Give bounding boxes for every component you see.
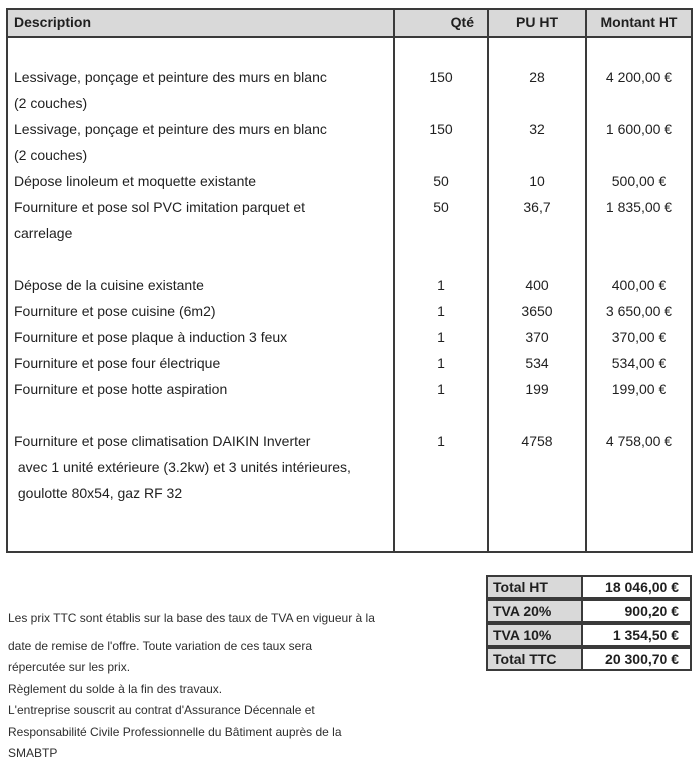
item-unit-price: 32: [529, 121, 545, 137]
item-description: [8, 428, 393, 506]
total-row: [486, 647, 692, 671]
item-qty: 1: [437, 303, 445, 319]
items-table-header: [8, 10, 691, 38]
item-description-line: Fourniture et pose plaque à induction 3 feux: [14, 329, 288, 345]
item-description-line: Fourniture et pose climatisation DAIKIN Inverter: [14, 433, 311, 449]
terms-line: SMABTP: [8, 746, 58, 760]
item-amount: 534,00 €: [611, 355, 667, 371]
total-row: [486, 575, 692, 599]
item-unit-price: 36,7: [523, 199, 551, 215]
item-unit-price: 3650: [521, 303, 553, 319]
item-description: [8, 298, 393, 324]
item-description-line: avec 1 unité extérieure (3.2kw) et 3 unités intérieures,: [14, 459, 351, 475]
col-header-amount: Montant HT: [585, 10, 691, 36]
item-description: [8, 272, 393, 298]
total-label: TVA 20%: [488, 601, 583, 621]
item-unit-price: 28: [529, 69, 545, 85]
terms-line: Les prix TTC sont établis sur la base des taux de TVA en vigueur à la: [8, 611, 375, 625]
item-description: [8, 168, 393, 194]
total-label: TVA 10%: [488, 625, 583, 645]
total-label: Total HT: [488, 577, 583, 597]
item-amount: 370,00 €: [611, 329, 667, 345]
item-qty: 1: [437, 277, 445, 293]
item-amount: 500,00 €: [611, 173, 667, 189]
terms-line: Responsabilité Civile Professionnelle du Bâtiment auprès de la: [8, 724, 342, 739]
table-spacer-row: [8, 38, 691, 64]
item-unit-price: 4758: [521, 433, 553, 449]
total-value: 900,20 €: [624, 603, 679, 619]
item-description-line: Fourniture et pose sol PVC imitation parquet et: [14, 199, 306, 215]
table-spacer-row: [8, 246, 691, 272]
item-qty: 1: [437, 381, 445, 397]
table-row: [8, 272, 691, 298]
table-row: [8, 298, 691, 324]
item-qty: 50: [433, 199, 449, 215]
total-value: 20 300,70 €: [605, 651, 679, 667]
total-row: [486, 623, 692, 647]
item-amount: 4 758,00 €: [605, 433, 673, 449]
item-unit-price: 370: [525, 329, 549, 345]
table-spacer-row: [8, 402, 691, 428]
total-value: 18 046,00 €: [605, 579, 679, 595]
terms-text: [8, 608, 486, 765]
item-description: [8, 350, 393, 376]
item-qty: 1: [437, 433, 445, 449]
item-unit-price: 400: [525, 277, 549, 293]
item-qty: 150: [429, 121, 453, 137]
item-description-line: goulotte 80x54, gaz RF 32: [14, 485, 183, 501]
total-label: Total TTC: [488, 649, 583, 669]
item-description: [8, 64, 393, 116]
item-qty: 1: [437, 329, 445, 345]
item-description: [8, 116, 393, 168]
item-description-line: Fourniture et pose cuisine (6m2): [14, 303, 216, 319]
item-amount: 3 650,00 €: [605, 303, 673, 319]
items-table: [6, 8, 693, 553]
item-unit-price: 534: [525, 355, 549, 371]
item-amount: 4 200,00 €: [605, 69, 673, 85]
item-amount: 1 835,00 €: [605, 199, 673, 215]
column-divider: [487, 38, 489, 551]
item-qty: 1: [437, 355, 445, 371]
item-description: [8, 194, 393, 246]
table-row: [8, 350, 691, 376]
table-row: [8, 324, 691, 350]
item-description-line: Lessivage, ponçage et peinture des murs en blanc: [14, 121, 327, 137]
item-amount: 199,00 €: [611, 381, 667, 397]
item-description-line: (2 couches): [14, 95, 88, 111]
item-description-line: Fourniture et pose four électrique: [14, 355, 221, 371]
item-description-line: carrelage: [14, 225, 73, 241]
column-divider: [585, 38, 587, 551]
item-qty: 150: [429, 69, 453, 85]
table-row: [8, 168, 691, 194]
items-table-body: [8, 38, 691, 551]
item-description-line: (2 couches): [14, 147, 88, 163]
col-header-description: Description: [14, 14, 92, 30]
item-unit-price: 199: [525, 381, 549, 397]
item-description-line: Dépose de la cuisine existante: [14, 277, 204, 293]
table-row: [8, 376, 691, 402]
item-description-line: Fourniture et pose hotte aspiration: [14, 381, 228, 397]
totals-table: [486, 575, 692, 671]
col-header-unit-price: PU HT: [487, 10, 585, 36]
item-amount: 400,00 €: [611, 277, 667, 293]
total-row: [486, 599, 692, 623]
item-qty: 50: [433, 173, 449, 189]
item-description-line: Dépose linoleum et moquette existante: [14, 173, 257, 189]
item-description: [8, 376, 393, 402]
col-header-qty: Qté: [393, 10, 487, 36]
table-row: [8, 194, 691, 246]
item-amount: 1 600,00 €: [605, 121, 673, 137]
item-description-line: Lessivage, ponçage et peinture des murs en blanc: [14, 69, 327, 85]
terms-line: date de remise de l'offre. Toute variation de ces taux sera: [8, 638, 313, 653]
table-row: [8, 116, 691, 168]
column-divider: [393, 38, 395, 551]
table-row: [8, 428, 691, 506]
terms-line: Règlement du solde à la fin des travaux.: [8, 681, 223, 696]
item-description: [8, 324, 393, 350]
item-unit-price: 10: [529, 173, 545, 189]
terms-line: répercutée sur les prix.: [8, 660, 131, 674]
total-value: 1 354,50 €: [612, 627, 679, 643]
table-row: [8, 64, 691, 116]
terms-line: L'entreprise souscrit au contrat d'Assurance Décennale et: [8, 703, 315, 717]
